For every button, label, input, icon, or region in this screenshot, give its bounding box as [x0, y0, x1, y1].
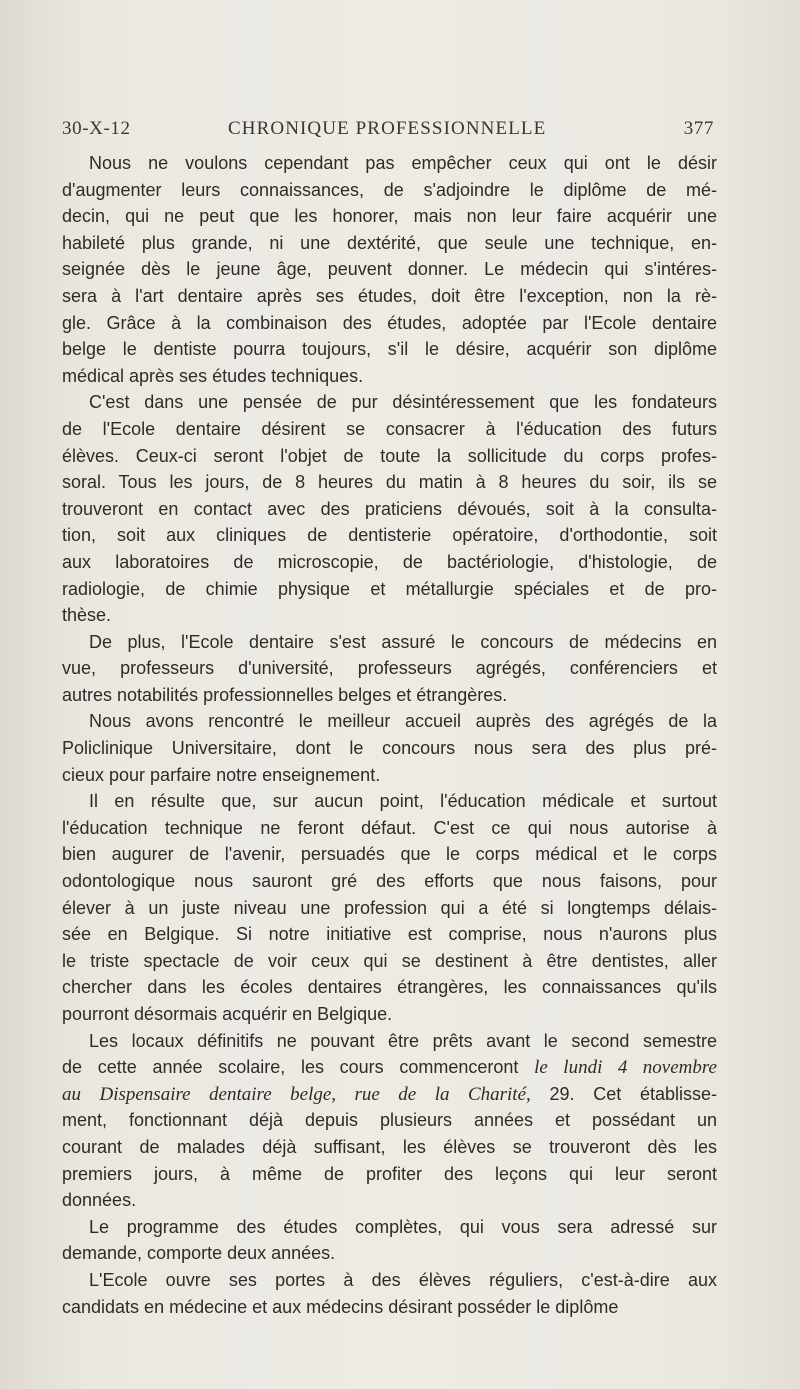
text-line: Policlinique Universitaire, dont le concours nous sera des plus pré- [62, 738, 717, 759]
paragraph [62, 150, 717, 389]
italic-text: le lundi 4 novembre [534, 1057, 717, 1079]
text-line: seignée dès le jeune âge, peuvent donner. Le médecin qui s'intéres- [62, 259, 717, 280]
text-line [62, 1187, 717, 1214]
paragraph [62, 629, 717, 709]
text-line: trouveront en contact avec des praticiens dévoués, soit à la consulta- [62, 498, 717, 519]
text-line: le triste spectacle de voir ceux qui se destinent à être dentistes, aller [62, 950, 717, 971]
text-line: De plus, l'Ecole dentaire s'est assuré le concours de médecins en [89, 631, 717, 652]
text-segment: Les locaux définitifs ne pouvant être prêts avant le second semestre [89, 1030, 717, 1051]
text-line: l'éducation technique ne feront défaut. C'est ce qui nous autorise à [62, 817, 717, 838]
italic-text: au Dispensaire dentaire belge, rue de la Charité, [62, 1083, 531, 1105]
text-line: d'augmenter leurs connaissances, de s'adjoindre le diplôme de mé- [62, 179, 717, 200]
text-line: soral. Tous les jours, de 8 heures du matin à 8 heures du soir, ils se [62, 472, 717, 493]
text-line [62, 1161, 717, 1188]
text-segment: ment, fonctionnant déjà depuis plusieurs années et possédant un [62, 1110, 717, 1131]
text-line: L'Ecole ouvre ses portes à des élèves réguliers, c'est-à-dire aux [89, 1269, 717, 1290]
text-line [62, 1107, 717, 1134]
paragraph [62, 1214, 717, 1267]
text-line [62, 1054, 717, 1081]
text-segment: 29. Cet établisse- [530, 1083, 717, 1104]
text-line: vue, professeurs d'université, professeurs agrégés, conférenciers et [62, 658, 717, 679]
text-line: chercher dans les écoles dentaires étrangères, les connaissances qu'ils [62, 977, 717, 998]
text-segment: de cette année scolaire, les cours commenceront [62, 1057, 535, 1078]
header-date: 30-X-12 [62, 118, 131, 139]
paragraph [62, 1028, 717, 1214]
text-line: gle. Grâce à la combinaison des études, adoptée par l'Ecole dentaire [62, 312, 717, 333]
text-line: belge le dentiste pourra toujours, s'il le désire, acquérir son diplôme [62, 339, 717, 360]
text-line [62, 1134, 717, 1161]
text-segment: données. [62, 1190, 137, 1211]
running-header [62, 118, 714, 146]
text-line: cieux pour parfaire notre enseignement. [62, 764, 381, 785]
text-line: aux laboratoires de microscopie, de bactériologie, d'histologie, de [62, 551, 717, 572]
paragraph [62, 708, 717, 788]
text-line: radiologie, de chimie physique et métallurgie spéciales et de pro- [62, 578, 717, 599]
paragraph [62, 788, 717, 1027]
text-line: de l'Ecole dentaire désirent se consacrer à l'éducation des futurs [62, 418, 717, 439]
text-line: demande, comporte deux années. [62, 1243, 336, 1264]
text-line: médical après ses études techniques. [62, 365, 364, 386]
header-title: CHRONIQUE PROFESSIONNELLE [228, 118, 547, 139]
text-line: decin, qui ne peut que les honorer, mais non leur faire acquérir une [62, 206, 717, 227]
text-segment: courant de malades déjà suffisant, les élèves se trouveront dès les [62, 1136, 717, 1157]
text-line: pourront désormais acquérir en Belgique. [62, 1004, 393, 1024]
text-line: C'est dans une pensée de pur désintéressement que les fondateurs [89, 392, 717, 413]
text-line: candidats en médecine et aux médecins désirant posséder le diplôme [62, 1296, 619, 1317]
text-line: bien augurer de l'avenir, persuadés que le corps médical et le corps [62, 844, 717, 865]
text-line: habileté plus grande, ni une dextérité, que seule une technique, en- [62, 232, 717, 253]
text-line: Le programme des études complètes, qui vous sera adressé sur [89, 1216, 717, 1237]
text-line: autres notabilités professionnelles belges et étrangères. [62, 684, 508, 705]
text-line: sée en Belgique. Si notre initiative est comprise, nous n'aurons plus [62, 924, 717, 945]
text-line: Nous ne voulons cependant pas empêcher ceux qui ont le désir [89, 153, 717, 173]
body-text [62, 150, 717, 1320]
text-line: tion, soit aux cliniques de dentisterie opératoire, d'orthodontie, soit [62, 525, 717, 546]
paragraph [62, 389, 717, 628]
text-line: élèves. Ceux-ci seront l'objet de toute la sollicitude du corps profes- [62, 445, 717, 466]
text-segment: premiers jours, à même de profiter des leçons qui leur seront [62, 1163, 717, 1184]
text-line: élever à un juste niveau une profession qui a été si longtemps délais- [62, 897, 717, 918]
text-line [62, 1081, 717, 1108]
text-line: thèse. [62, 605, 112, 626]
text-line: sera à l'art dentaire après ses études, doit être l'exception, non la rè- [62, 285, 717, 306]
text-line [62, 1028, 717, 1055]
text-line: odontologique nous sauront gré des efforts que nous faisons, pour [62, 871, 717, 892]
text-line: Nous avons rencontré le meilleur accueil auprès des agrégés de la [89, 711, 717, 732]
paragraph [62, 1267, 717, 1320]
page-number: 377 [683, 118, 714, 139]
text-line: Il en résulte que, sur aucun point, l'éducation médicale et surtout [89, 791, 717, 812]
